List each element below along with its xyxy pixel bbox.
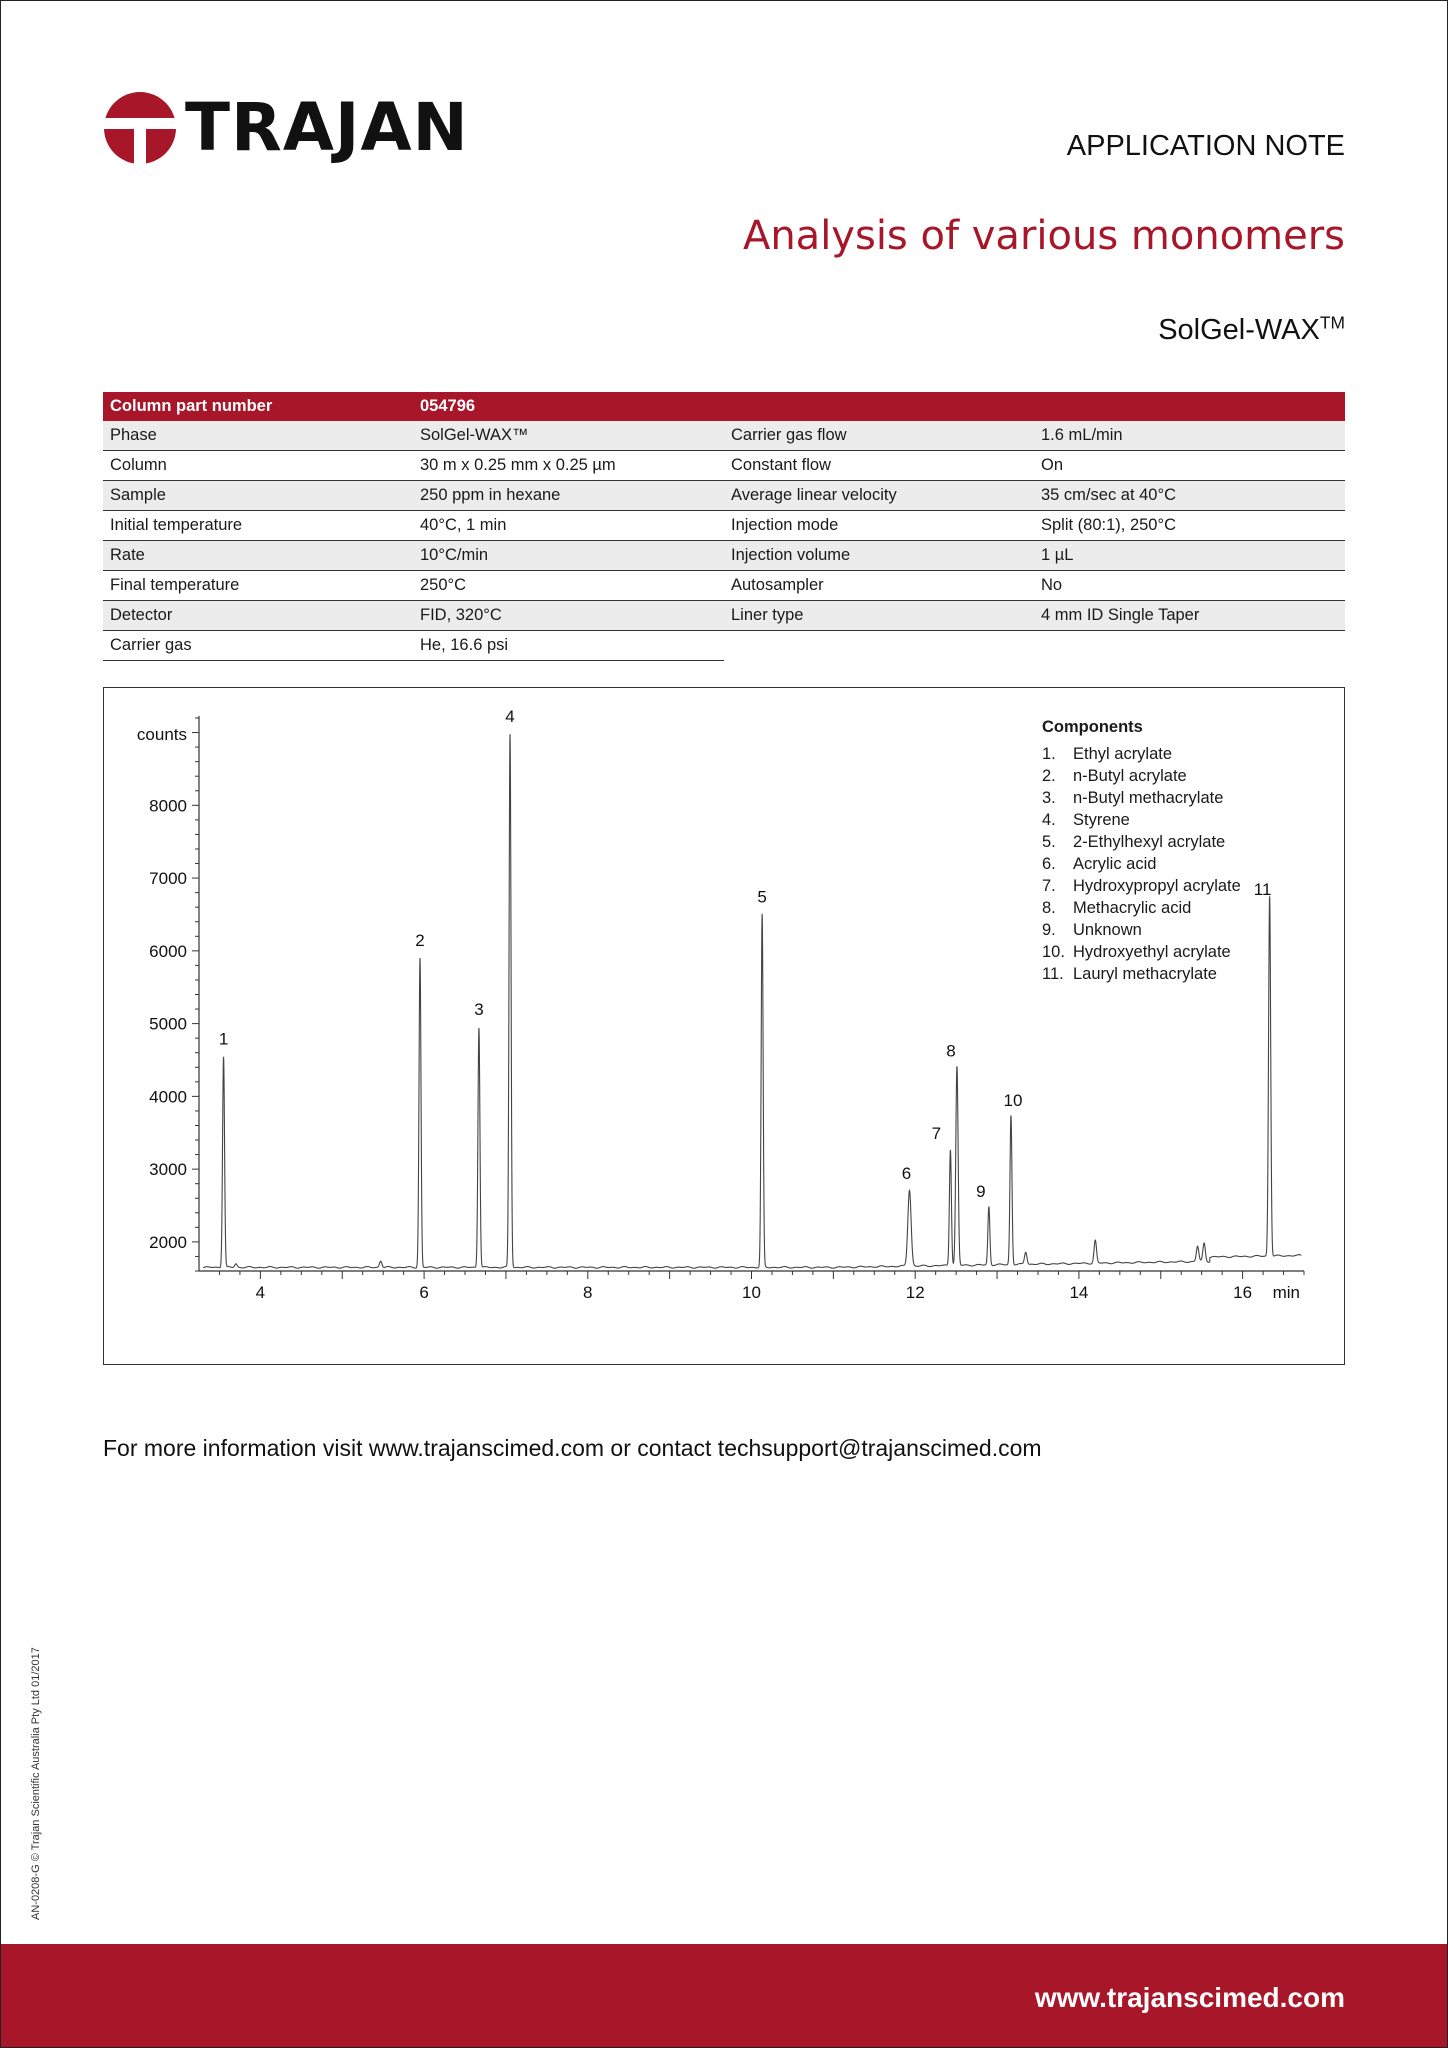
component-number: 3. [1042,788,1056,807]
component-item [1042,853,1241,875]
component-number: 11. [1042,964,1064,983]
table-row [103,481,1345,511]
component-name: 2-Ethylhexyl acrylate [1073,832,1226,851]
table-row [103,631,1345,661]
component-number: 5. [1042,832,1056,851]
component-name: Unknown [1073,920,1142,939]
param-label: Autosampler [724,571,1034,601]
param-value: 35 cm/sec at 40°C [1034,481,1345,511]
param-label: Phase [103,421,413,451]
component-item [1042,787,1241,809]
x-tick-label: 6 [419,1283,429,1302]
param-value: 40°C, 1 min [413,511,724,541]
component-name: Styrene [1073,810,1130,829]
param-label: Column [103,451,413,481]
param-value: 10°C/min [413,541,724,571]
contact-info-line: For more information visit www.trajanscimed.com or contact techsupport@trajanscimed.com [103,1435,1042,1461]
component-number: 6. [1042,854,1056,873]
param-value: Split (80:1), 250°C [1034,511,1345,541]
component-name: Hydroxyethyl acrylate [1073,942,1231,961]
table-row [103,451,1345,481]
y-tick-label: 4000 [149,1087,187,1107]
component-number: 9. [1042,920,1056,939]
param-label: Rate [103,541,413,571]
component-item [1042,875,1241,897]
component-number: 10. [1042,942,1065,961]
component-number: 1. [1042,744,1056,763]
table-header-value: 054796 [413,392,724,421]
param-value: No [1034,571,1345,601]
component-item [1042,809,1241,831]
param-label: Carrier gas flow [724,421,1034,451]
component-item [1042,897,1241,919]
component-name: Hydroxypropyl acrylate [1073,876,1241,895]
param-label: Average linear velocity [724,481,1034,511]
x-tick-label: 4 [255,1283,266,1302]
y-tick-label: 3000 [149,1160,187,1180]
param-value: FID, 320°C [413,601,724,631]
param-label: Liner type [724,601,1034,631]
param-label: Final temperature [103,571,413,601]
x-tick-label: 14 [1069,1283,1089,1302]
component-name: Ethyl acrylate [1073,744,1173,763]
table-row [103,421,1345,451]
parameters-table [103,392,1345,661]
footer-url-link[interactable]: www.trajanscimed.com [1034,1982,1345,2013]
param-value: SolGel-WAX™ [413,421,724,451]
y-axis-label: counts [136,725,187,745]
peak-label: 3 [474,1000,484,1020]
brand-wordmark: TRAJAN [185,89,469,166]
x-tick-label: 8 [583,1283,593,1302]
component-item [1042,743,1241,765]
param-label: Initial temperature [103,511,413,541]
param-value: 250°C [413,571,724,601]
peak-label: 1 [218,1029,229,1049]
table-row [103,541,1345,571]
param-label: Constant flow [724,451,1034,481]
component-item [1042,831,1241,853]
param-label: Sample [103,481,413,511]
peak-label: 8 [946,1041,956,1061]
peak-label: 7 [931,1123,942,1143]
y-tick-label: 2000 [149,1232,187,1252]
component-name: n-Butyl acrylate [1073,766,1187,785]
param-value: 30 m x 0.25 mm x 0.25 µm [413,451,724,481]
component-number: 8. [1042,898,1056,917]
y-tick-label: 5000 [149,1014,187,1034]
param-label: Injection volume [724,541,1034,571]
x-tick-label: 16 [1233,1283,1253,1302]
param-value: On [1034,451,1345,481]
document-type: APPLICATION NOTE [1066,130,1345,162]
component-number: 4. [1042,810,1056,829]
x-axis-label: min [1272,1283,1300,1302]
table-row [103,571,1345,601]
table-header-label: Column part number [103,392,413,421]
peak-label: 2 [415,931,425,951]
document-code: AN-0208-G © Trajan Scientific Australia Pty Ltd 01/2017 [30,1647,42,1920]
table-row [103,601,1345,631]
param-value: 1 µL [1034,541,1345,571]
components-legend [1042,718,1241,985]
y-tick-label: 8000 [149,796,187,816]
param-value: 4 mm ID Single Taper [1034,601,1345,631]
component-number: 2. [1042,766,1056,785]
peak-label: 9 [976,1182,986,1202]
page-title: Analysis of various monomers [742,213,1345,259]
components-title: Components [1042,718,1143,736]
component-number: 7. [1042,876,1056,895]
component-item [1042,941,1241,963]
chromatogram-panel [103,687,1345,1365]
component-name: Methacrylic acid [1073,898,1192,917]
peak-label: 4 [505,707,515,727]
param-label: Injection mode [724,511,1034,541]
x-tick-label: 12 [905,1283,925,1302]
param-label: Carrier gas [103,631,413,661]
table-header-row [103,392,1345,421]
component-item [1042,919,1241,941]
y-tick-label: 6000 [149,941,187,961]
peak-label: 6 [901,1163,912,1183]
trademark-mark: TM [1319,312,1345,333]
component-name: n-Butyl methacrylate [1073,788,1224,807]
components-list [1042,743,1241,985]
param-value: He, 16.6 psi [413,631,724,661]
y-tick-label: 7000 [149,869,187,889]
component-item [1042,963,1241,985]
component-item [1042,765,1241,787]
component-name: Acrylic acid [1073,854,1157,873]
footer-bar [1,1944,1447,2047]
page-subtitle [1158,314,1345,347]
component-name: Lauryl methacrylate [1073,964,1217,983]
param-value: 1.6 mL/min [1034,421,1345,451]
table-row [103,511,1345,541]
trajan-logo-mark [103,91,177,165]
param-value: 250 ppm in hexane [413,481,724,511]
peak-label: 10 [1003,1091,1023,1111]
x-tick-label: 10 [742,1283,761,1302]
peak-label: 5 [757,887,767,907]
peak-label: 11 [1253,880,1272,900]
trajan-logo [103,88,469,168]
param-label: Detector [103,601,413,631]
subtitle-text: SolGel-WAX [1158,314,1320,346]
